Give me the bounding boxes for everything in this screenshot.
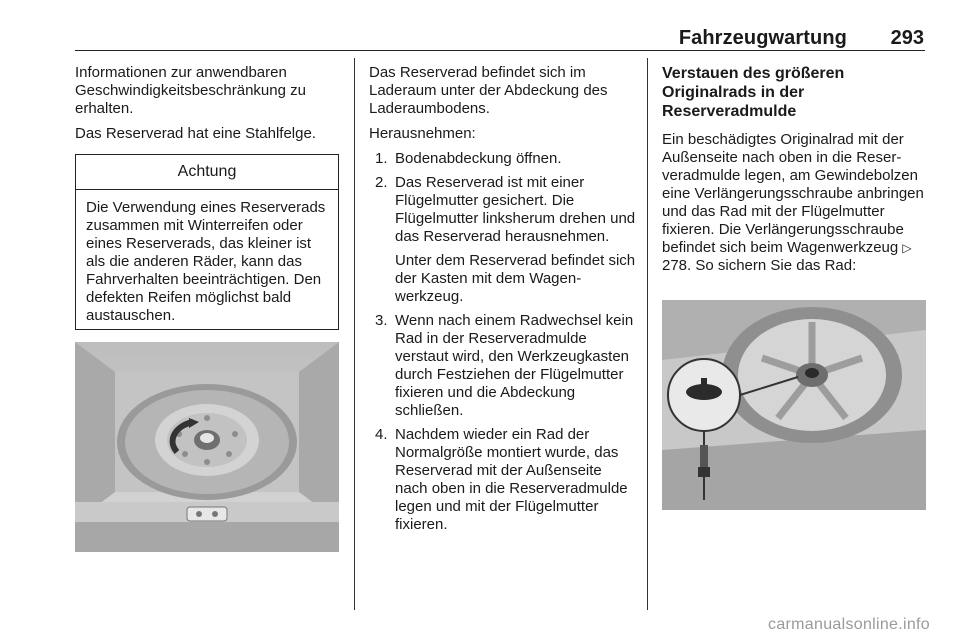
steps-label: Herausnehmen: [369,125,476,142]
original-wheel-illustration [662,300,926,510]
intro-paragraph: Das Reserverad befindet sich im Laderaum unter der Abdeckung des Laderaumbodens. [369,64,608,117]
step-text: Das Reserverad ist mit einer Flügelmutter gesichert. Die Flügelmutter linksherum drehen und das Reserverad herausnehmen. [395,174,636,245]
step-text: Wenn nach einem Radwechsel kein Rad in der Reserveradmulde verstaut wird, den Werkzeugkasten durch Festziehen der Flügelmutter fixieren und die Abdeckung schließen. [395,312,634,419]
header-title: Fahrzeugwartung [678,27,847,49]
list-item [369,312,637,420]
column-1 [75,64,347,150]
step-number: 2. [375,174,388,191]
column-3 [662,64,928,282]
section-text-tail: . So sichern Sie das Rad: [687,257,857,274]
spare-wheel-illustration [75,342,339,552]
paragraph: Informationen zur anwendbaren Geschwindigkeitsbeschränkung zu erhalten. [75,64,306,117]
list-item [369,426,637,534]
step-number: 3. [375,312,388,329]
step-number: 1. [375,150,388,167]
list-item [369,174,637,306]
header-rule [75,50,925,51]
warning-text: Die Verwendung eines Reserverads zusammen mit Winterreifen oder eines Reserverads, das kleiner ist als die anderen Räder, kann das Fahrverhalten beeinträchtigen. Den defekten Reifen möglichst bald austauschen. [86,199,326,324]
original-wheel-photo [662,300,926,510]
spare-wheel-photo [75,342,339,552]
section-text-body: Ein beschädigtes Originalrad mit der Außenseite nach oben in die Reserveradmulde legen, am Gewindebolzen eine Verlängerungsschraube anbringen und das Rad mit der Flügelmutter fixieren. Die Verlängerungsschraube befindet sich beim Wagenwerkzeug [662,131,924,256]
watermark: carmanualsonline.info [768,616,930,633]
step-text: Bodenabdeckung öffnen. [395,150,562,167]
page-reference[interactable]: 278 [662,257,688,274]
triangle-right-icon: ▷ [902,241,912,255]
column-2 [369,64,637,540]
step-note: Unter dem Reserverad befindet sich der Kasten mit dem Wagenwerkzeug. [395,252,636,305]
step-number: 4. [375,426,388,443]
paragraph: Das Reserverad hat eine Stahlfelge. [75,125,316,142]
page-number: 293 [890,27,924,49]
step-text: Nachdem wieder ein Rad der Normalgröße montiert wurde, das Reserverad mit der Außenseite nach oben in die Reserveradmulde legen und mit der Flügelmutter fixieren. [395,426,628,533]
column-divider-right [647,58,648,610]
steps-list [369,150,637,534]
section-heading: Verstauen des größeren Originalrads in der Reserveradmulde [662,65,845,120]
column-divider-left [354,58,355,610]
list-item [369,150,637,168]
warning-heading: Achtung [76,155,338,190]
section-text [662,131,928,275]
warning-box [75,154,339,330]
